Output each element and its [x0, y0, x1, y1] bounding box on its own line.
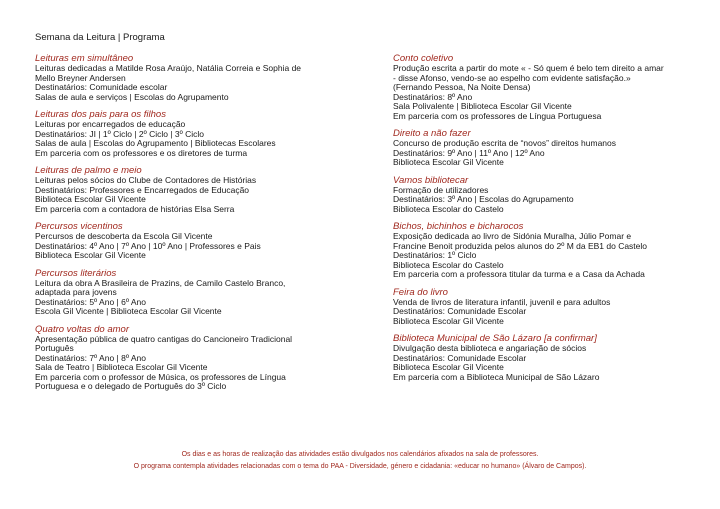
section-line: Leitura da obra A Brasileira de Prazins, de Camilo Castelo Branco,	[35, 277, 286, 288]
section-line: Em parceria com o professor de Música, os professores de Língua	[35, 371, 286, 382]
section-line: (Fernando Pessoa, Na Noite Densa)	[393, 82, 531, 92]
section-line: Destinatários: 3º Ano | Escolas do Agrupamento	[393, 194, 574, 204]
section-percursos-literarios	[35, 269, 340, 317]
section-line: Destinatários: Professores e Encarregados de Educação	[35, 184, 250, 195]
section-line: Sala de Teatro | Biblioteca Escolar Gil Vicente	[35, 362, 208, 372]
section-line: Venda de livros de literatura infantil, juvenil e para adultos	[393, 296, 611, 307]
section-line: Leituras pelos sócios do Clube de Contadores de Histórias	[35, 175, 257, 185]
section-line: Destinatários: Comunidade escolar	[35, 82, 168, 92]
section-leituras-simultaneo	[35, 54, 340, 102]
section-line: Leituras por encarregados de educação	[35, 119, 186, 129]
section-line: Biblioteca Escolar Gil Vicente	[393, 157, 504, 167]
section-title: Percursos vicentinos	[35, 221, 123, 232]
section-title: Feira do livro	[393, 286, 448, 298]
section-leituras-pais	[35, 110, 340, 158]
page-title: Semana da Leitura | Programa	[35, 32, 165, 43]
section-line: Destinatários: Comunidade Escolar	[393, 306, 527, 316]
section-line: Concurso de produção escrita de “novos” direitos humanos	[393, 138, 617, 148]
section-line: Biblioteca Escolar Gil Vicente	[393, 315, 504, 326]
section-line: Em parceria com os professores de Língua Portuguesa	[393, 110, 602, 121]
section-line: Destinatários: 4º Ano | 7º Ano | 10º Ano | Professores e Pais	[35, 240, 261, 251]
section-line: - disse Afonso, vendo-se ao espelho com evidente satisfação.»	[393, 72, 631, 83]
section-quatro-voltas	[35, 325, 340, 392]
section-line: Destinatários: 9º Ano | 11º Ano | 12º Ano	[393, 147, 545, 158]
section-direito-nao-fazer	[393, 129, 686, 168]
section-title: Vamos bibliotecar	[393, 174, 469, 186]
section-line: Destinatários: JI | 1º Ciclo | 2º Ciclo | 3º Ciclo	[35, 128, 204, 139]
section-biblioteca-municipal	[393, 334, 686, 382]
section-line: Destinatários: 1º Ciclo	[393, 250, 477, 260]
section-title: Biblioteca Municipal de São Lázaro [a confirmar]	[393, 333, 597, 344]
section-line: Salas de aula e serviços | Escolas do Agrupamento	[35, 91, 229, 102]
section-title: Quatro voltas do amor	[35, 323, 129, 335]
section-line: Exposição dedicada ao livro de Sidónia Muralha, Júlio Pomar e	[393, 231, 632, 241]
section-line: Portuguesa e o delegado de Português do 3º Ciclo	[35, 381, 227, 391]
section-title: Percursos literários	[35, 267, 117, 279]
section-line: Mello Breyner Andersen	[35, 72, 126, 83]
footer-note-schedule: Os dias e as horas de realização das atividades estão divulgados nos calendários afixados na sala de professores.	[181, 451, 539, 458]
section-line: Leituras dedicadas a Matilde Rosa Araújo, Natália Correia e Sophia de	[35, 63, 302, 73]
section-line: Francine Benoit produzida pelos alunos do 2º M da EB1 do Castelo	[393, 240, 648, 251]
section-line: Em parceria com a professora titular da turma e a Casa da Achada	[393, 269, 645, 279]
section-line: Sala Polivalente | Biblioteca Escolar Gil Vicente	[393, 101, 572, 111]
section-line: Percursos de descoberta da Escola Gil Vicente	[35, 231, 213, 241]
footer-note-theme: O programa contempla atividades relacionadas com o tema do PAA - Diversidade, género e cidadania: «educar no humano» (Álvaro de Campos).	[133, 463, 587, 470]
section-line: Salas de aula | Escolas do Agrupamento | Bibliotecas Escolares	[35, 138, 276, 148]
section-conto-coletivo	[393, 54, 686, 121]
section-line: Destinatários: Comunidade Escolar	[393, 352, 527, 363]
section-title: Direito a não fazer	[393, 128, 471, 139]
section-line: Apresentação pública de quatro cantigas do Cancioneiro Tradicional	[35, 333, 293, 344]
section-line: Português	[35, 343, 74, 353]
section-title: Leituras em simultâneo	[35, 53, 134, 64]
section-line: Destinatários: 7º Ano | 8º Ano	[35, 352, 146, 363]
section-line: Biblioteca Escolar Gil Vicente	[35, 194, 146, 204]
section-vamos-bibliotecar	[393, 176, 686, 215]
section-line: Produção escrita a partir do mote « - Só quem é belo tem direito a amar	[393, 63, 664, 73]
section-line: Destinatários: 5º Ano | 6º Ano	[35, 296, 146, 307]
section-title: Conto coletivo	[393, 53, 454, 64]
section-line: Destinatários: 8º Ano	[393, 91, 473, 102]
section-line: Biblioteca Escolar do Castelo	[393, 259, 504, 270]
section-line: Biblioteca Escolar Gil Vicente	[393, 362, 504, 372]
section-feira-livro	[393, 288, 686, 327]
section-title: Bichos, bichinhos e bicharocos	[393, 221, 524, 232]
section-line: Em parceria com a Biblioteca Municipal de São Lázaro	[393, 371, 600, 382]
section-leituras-palmo	[35, 166, 340, 214]
section-percursos-vicentinos	[35, 222, 340, 261]
section-title: Leituras de palmo e meio	[35, 165, 142, 176]
section-bichos	[393, 222, 686, 280]
section-line: Biblioteca Escolar Gil Vicente	[35, 250, 146, 260]
section-line: Em parceria com a contadora de histórias Elsa Serra	[35, 203, 235, 214]
section-line: adaptada para jovens	[35, 287, 117, 297]
section-line: Divulgação desta biblioteca e angariação de sócios	[393, 343, 587, 353]
section-line: Biblioteca Escolar do Castelo	[393, 203, 504, 214]
section-line: Formação de utilizadores	[393, 184, 489, 195]
section-title: Leituras dos pais para os filhos	[35, 109, 166, 120]
section-line: Em parceria com os professores e os diretores de turma	[35, 147, 248, 158]
section-line: Escola Gil Vicente | Biblioteca Escolar Gil Vicente	[35, 306, 222, 316]
left-column	[35, 54, 340, 400]
right-column	[393, 54, 686, 390]
